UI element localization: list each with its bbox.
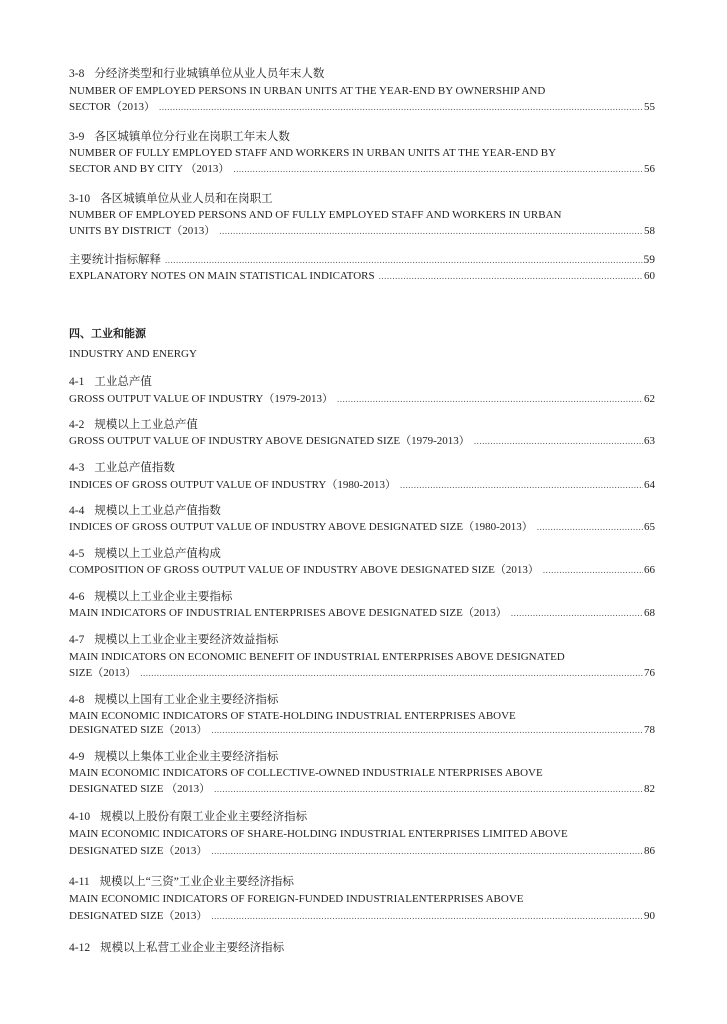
toc-entry-title-zh[interactable] (69, 547, 655, 561)
leader-dots (233, 162, 643, 176)
entry-title-en: MAIN INDICATORS OF INDUSTRIAL ENTERPRISES ABOVE DESIGNATED SIZE（2013） (69, 607, 507, 619)
leader-dots (165, 253, 643, 267)
entry-title-zh: 分经济类型和行业城镇单位从业人员年末人数 (94, 68, 325, 80)
toc-entry-title-en[interactable] (69, 606, 655, 620)
toc-entry-title-zh[interactable] (69, 130, 655, 144)
page-number: 58 (644, 225, 655, 237)
toc-entry-title-zh[interactable] (69, 418, 655, 432)
entry-title-en: SIZE（2013） (69, 667, 137, 679)
entry-title-en: INDICES OF GROSS OUTPUT VALUE OF INDUSTRY ABOVE DESIGNATED SIZE（1980-2013） (69, 521, 533, 533)
entry-title-zh: 规模以上集体工业企业主要经济指标 (94, 751, 279, 763)
section-title-en: INDUSTRY AND ENERGY (69, 348, 197, 360)
section-heading-zh[interactable] (69, 327, 655, 341)
entry-title-en: SECTOR AND BY CITY （2013） (69, 163, 230, 175)
toc-entry-title-en[interactable] (69, 392, 655, 406)
toc-entry-title-en[interactable] (69, 269, 655, 283)
entry-title-en: EXPLANATORY NOTES ON MAIN STATISTICAL INDICATORS (69, 270, 375, 282)
entry-title-zh-text (69, 750, 278, 764)
entry-title-en: NUMBER OF EMPLOYED PERSONS IN URBAN UNITS AT THE YEAR-END BY OWNERSHIP AND (69, 85, 546, 97)
entry-code: 4-5 (69, 548, 85, 560)
toc-entry-title-en[interactable] (69, 782, 655, 796)
page-number: 82 (644, 783, 655, 795)
entry-title-zh-text (69, 590, 232, 604)
entry-title-zh: 规模以上工业企业主要经济效益指标 (94, 634, 279, 646)
entry-title-zh-text (69, 375, 152, 389)
entry-title-en: INDICES OF GROSS OUTPUT VALUE OF INDUSTRY（1980-2013） (69, 479, 396, 491)
toc-entry-title-en[interactable] (69, 146, 655, 160)
page-number: 59 (643, 254, 655, 266)
leader-dots (379, 269, 643, 283)
page-number: 56 (644, 163, 655, 175)
leader-dots (511, 606, 643, 620)
toc-entry-title-en[interactable] (69, 892, 655, 906)
toc-entry-title-zh[interactable] (69, 693, 655, 707)
entry-title-zh: 规模以上工业总产值构成 (94, 548, 221, 560)
entry-code: 4-4 (69, 505, 85, 517)
entry-title-zh-text (69, 693, 278, 707)
toc-entry-title-en[interactable] (69, 100, 655, 114)
leader-dots (219, 224, 643, 238)
entry-title-zh: 规模以上“三资”工业企业主要经济指标 (99, 876, 294, 888)
page-number: 90 (644, 910, 655, 922)
entry-code: 4-3 (69, 462, 85, 474)
toc-entry-title-zh[interactable] (69, 192, 655, 206)
entry-code: 4-1 (69, 376, 85, 388)
leader-dots (474, 434, 643, 448)
entry-title-en: DESIGNATED SIZE （2013） (69, 783, 211, 795)
leader-dots (211, 723, 643, 737)
toc-entry-title-en[interactable] (69, 208, 655, 222)
leader-dots (214, 782, 643, 796)
page-number: 66 (644, 564, 655, 576)
toc-entry-title-zh[interactable] (69, 504, 655, 518)
toc-entry-title-zh[interactable] (69, 375, 655, 389)
page-number: 60 (644, 270, 655, 282)
entry-code: 4-12 (69, 942, 91, 954)
page-number: 78 (644, 724, 655, 736)
toc-entry-title-en[interactable] (69, 84, 655, 98)
page-number: 65 (644, 521, 655, 533)
entry-code: 4-10 (69, 811, 91, 823)
page-number: 64 (644, 479, 655, 491)
entry-title-zh-text (69, 192, 273, 206)
leader-dots (159, 100, 643, 114)
toc-entry-title-zh[interactable] (69, 875, 655, 889)
entry-title-zh: 规模以上工业总产值 (94, 419, 198, 431)
toc-entry-title-en[interactable] (69, 224, 655, 238)
leader-dots (140, 666, 643, 680)
entry-title-zh-text (69, 875, 294, 889)
entry-code: 4-7 (69, 634, 85, 646)
entry-title-en: DESIGNATED SIZE（2013） (69, 845, 208, 857)
entry-title-en: MAIN ECONOMIC INDICATORS OF COLLECTIVE-OWNED INDUSTRIALE NTERPRISES ABOVE (69, 767, 543, 779)
toc-entry-title-en[interactable] (69, 827, 655, 841)
page-number: 62 (644, 393, 655, 405)
entry-code: 3-9 (69, 131, 85, 143)
entry-code: 4-11 (69, 876, 90, 888)
entry-title-en: GROSS OUTPUT VALUE OF INDUSTRY ABOVE DESIGNATED SIZE（1979-2013） (69, 435, 470, 447)
entry-title-zh: 各区城镇单位分行业在岗职工年末人数 (94, 131, 290, 143)
toc-entry-title-zh[interactable] (69, 253, 655, 267)
toc-entry-title-zh[interactable] (69, 941, 655, 955)
leader-dots (400, 478, 643, 492)
entry-title-zh-text (69, 461, 175, 475)
entry-title-en: COMPOSITION OF GROSS OUTPUT VALUE OF INDUSTRY ABOVE DESIGNATED SIZE（2013） (69, 564, 539, 576)
toc-entry-title-zh[interactable] (69, 67, 655, 81)
entry-title-zh-text (69, 253, 161, 267)
page-number: 76 (644, 667, 655, 679)
entry-title-zh: 各区城镇单位从业人员和在岗职工 (100, 193, 273, 205)
toc-entry-title-en[interactable] (69, 162, 655, 176)
entry-title-en: DESIGNATED SIZE（2013） (69, 724, 208, 736)
entry-title-en: MAIN INDICATORS ON ECONOMIC BENEFIT OF INDUSTRIAL ENTERPRISES ABOVE DESIGNATED (69, 651, 565, 663)
toc-entry-title-zh[interactable] (69, 750, 655, 764)
page-number: 86 (644, 845, 655, 857)
entry-code: 3-8 (69, 68, 85, 80)
leader-dots (337, 392, 643, 406)
entry-code: 4-9 (69, 751, 85, 763)
entry-title-en: UNITS BY DISTRICT（2013） (69, 225, 216, 237)
entry-title-zh: 规模以上工业总产值指数 (94, 505, 221, 517)
entry-title-zh-text (69, 67, 324, 81)
entry-title-zh: 规模以上工业企业主要指标 (94, 591, 233, 603)
page-number: 68 (644, 607, 655, 619)
entry-title-en: MAIN ECONOMIC INDICATORS OF FOREIGN-FUNDED INDUSTRIALENTERPRISES ABOVE (69, 893, 524, 905)
toc-entry-title-en[interactable] (69, 434, 655, 448)
entry-title-zh-text (69, 633, 278, 647)
entry-title-zh-text (69, 504, 221, 518)
entry-title-en: MAIN ECONOMIC INDICATORS OF SHARE-HOLDING INDUSTRIAL ENTERPRISES LIMITED ABOVE (69, 828, 568, 840)
entry-title-en: MAIN ECONOMIC INDICATORS OF STATE-HOLDING INDUSTRIAL ENTERPRISES ABOVE (69, 710, 516, 722)
entry-title-zh: 工业总产值指数 (94, 462, 175, 474)
entry-title-zh: 工业总产值 (94, 376, 152, 388)
toc-entry-title-en[interactable] (69, 844, 655, 858)
toc-entry-title-en[interactable] (69, 563, 655, 577)
toc-entry-title-zh[interactable] (69, 633, 655, 647)
entry-title-en: NUMBER OF FULLY EMPLOYED STAFF AND WORKERS IN URBAN UNITS AT THE YEAR-END BY (69, 147, 557, 159)
leader-dots (543, 563, 643, 577)
entry-title-zh-text (69, 810, 307, 824)
toc-entry-title-zh[interactable] (69, 810, 655, 824)
entry-title-en: SECTOR（2013） (69, 101, 155, 113)
toc-entry-title-en[interactable] (69, 766, 655, 780)
page-number: 55 (644, 101, 655, 113)
entry-title-zh: 规模以上股份有限工业企业主要经济指标 (100, 811, 308, 823)
entry-title-en: DESIGNATED SIZE（2013） (69, 910, 208, 922)
entry-code: 4-2 (69, 419, 85, 431)
toc-entry-title-en[interactable] (69, 478, 655, 492)
toc-entry-title-en[interactable] (69, 650, 655, 664)
entry-code: 4-6 (69, 591, 85, 603)
section-heading-en[interactable] (69, 347, 655, 361)
toc-entry-title-en[interactable] (69, 666, 655, 680)
section-title-zh: 四、工业和能源 (69, 327, 146, 340)
entry-title-zh: 规模以上私营工业企业主要经济指标 (100, 942, 285, 954)
entry-title-zh-text (69, 418, 198, 432)
entry-title-zh-text (69, 941, 284, 955)
toc-entry-title-en[interactable] (69, 909, 655, 923)
leader-dots (211, 909, 643, 923)
entry-title-en: NUMBER OF EMPLOYED PERSONS AND OF FULLY EMPLOYED STAFF AND WORKERS IN URBAN (69, 209, 562, 221)
entry-title-zh: 主要统计指标解释 (69, 254, 161, 266)
entry-title-zh-text (69, 130, 290, 144)
entry-title-en: GROSS OUTPUT VALUE OF INDUSTRY（1979-2013） (69, 393, 334, 405)
toc-entry-title-en[interactable] (69, 723, 655, 737)
toc-entry-title-en[interactable] (69, 709, 655, 723)
leader-dots (537, 520, 643, 534)
toc-entry-title-en[interactable] (69, 520, 655, 534)
entry-title-zh-text (69, 547, 221, 561)
entry-title-zh: 规模以上国有工业企业主要经济指标 (94, 694, 279, 706)
entry-code: 4-8 (69, 694, 85, 706)
toc-entry-title-zh[interactable] (69, 461, 655, 475)
page-number: 63 (644, 435, 655, 447)
toc-entry-title-zh[interactable] (69, 590, 655, 604)
leader-dots (211, 844, 643, 858)
entry-code: 3-10 (69, 193, 91, 205)
